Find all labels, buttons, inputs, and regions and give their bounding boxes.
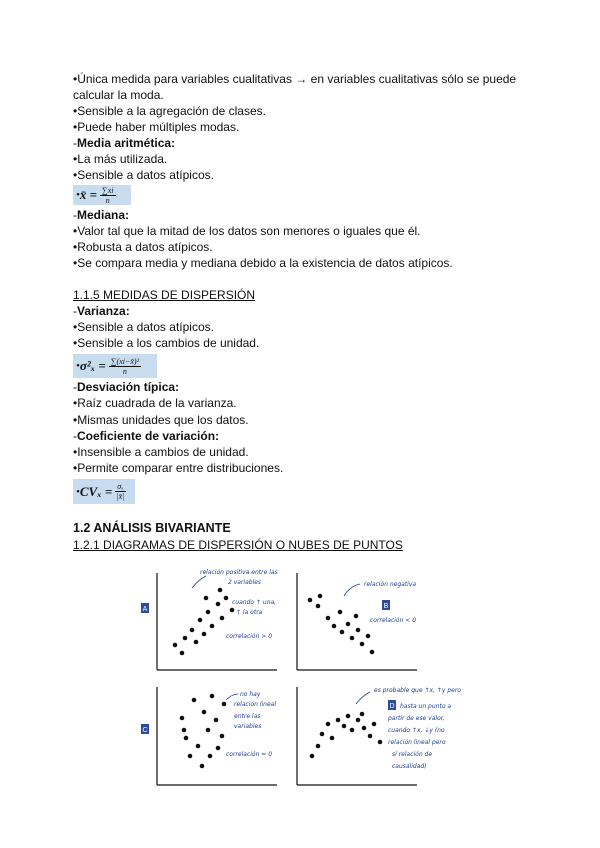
formula-lhs: x̄ = xyxy=(79,187,98,202)
cv-formula xyxy=(73,479,135,504)
plot-d-note: relación lineal pero xyxy=(388,739,446,746)
annotation-arrow xyxy=(344,584,360,596)
heading-dash: - xyxy=(73,208,77,222)
data-point xyxy=(346,714,351,719)
heading-mediana xyxy=(73,208,129,223)
plot-d-points xyxy=(310,712,383,759)
formula-lhs: σ²ₓ = xyxy=(79,358,106,373)
annotation-arrow xyxy=(356,692,370,704)
formula-fraction xyxy=(115,482,125,501)
formula-lhs: CVₓ = xyxy=(79,483,113,499)
formula-numerator: σₓ xyxy=(117,482,124,491)
data-point xyxy=(330,736,335,741)
plot-d-note: sí relación de xyxy=(392,751,433,758)
text-line: •Única medida para variables cualitativas → en variables cualitativas sólo se puede xyxy=(73,72,517,86)
data-point xyxy=(326,616,331,621)
formula-denominator: n xyxy=(105,195,110,205)
data-point xyxy=(378,740,383,745)
plot-c-tag-label: C xyxy=(142,727,148,734)
plot-d-note: hasta un punto a xyxy=(400,703,452,710)
formula-bullet: • xyxy=(76,485,80,498)
annotation-arrow xyxy=(192,576,206,588)
plot-c-note: no hay xyxy=(240,691,261,698)
section-title: 1.1.5 MEDIDAS DE DISPERSIÓN xyxy=(73,288,256,302)
data-point xyxy=(194,640,199,645)
text-line: •Sensible a datos atípicos. xyxy=(73,320,214,334)
data-point xyxy=(196,744,201,749)
data-point xyxy=(180,651,185,656)
formula-fraction xyxy=(100,186,115,205)
formula-denominator: |x̄| xyxy=(116,492,125,501)
plot-b-points xyxy=(308,594,375,655)
text-line: •Puede haber múltiples modas. xyxy=(73,120,240,134)
plot-d-note: cuando ↑x, ↓y (no xyxy=(388,727,445,734)
plot-d-note: partir de ese valor, xyxy=(388,715,445,722)
plot-a-note: cuando ↑ una, xyxy=(232,599,277,606)
data-point xyxy=(360,712,365,717)
data-point xyxy=(338,610,343,615)
data-point xyxy=(368,734,373,739)
text-line: •Sensible a los cambios de unidad. xyxy=(73,336,260,350)
data-point xyxy=(208,754,213,759)
formula-fraction xyxy=(109,357,141,376)
data-point xyxy=(198,618,203,623)
plot-a-tag-label: A xyxy=(142,606,148,613)
formula-denominator: n xyxy=(122,366,127,376)
plot-d-note: causalidad) xyxy=(392,763,427,770)
data-point xyxy=(336,718,341,723)
data-point xyxy=(206,610,211,615)
text-line: calcular la moda. xyxy=(73,88,164,102)
plot-c-note: relación lineal xyxy=(234,701,277,708)
text-line: •Mismas unidades que los datos. xyxy=(73,413,249,427)
data-point xyxy=(188,754,193,759)
data-point xyxy=(180,716,185,721)
plot-b xyxy=(297,573,417,670)
data-point xyxy=(340,630,345,635)
data-point xyxy=(222,702,227,707)
section-title: 1.2 ANÁLISIS BIVARIANTE xyxy=(73,521,231,535)
text-line: •Insensible a cambios de unidad. xyxy=(73,445,249,459)
data-point xyxy=(216,602,221,607)
heading-text: Varianza: xyxy=(77,304,130,318)
data-point xyxy=(173,643,178,648)
plot-d-tag-label: D xyxy=(389,703,395,710)
plot-c-points xyxy=(180,694,227,769)
data-point xyxy=(200,764,205,769)
plot-b-tag-label: B xyxy=(383,603,389,610)
data-point xyxy=(224,596,229,601)
data-point xyxy=(350,728,355,733)
data-point xyxy=(184,736,189,741)
heading-varianza xyxy=(73,304,130,319)
text-line: •Raíz cuadrada de la varianza. xyxy=(73,396,237,410)
heading-text: Media aritmética: xyxy=(77,136,176,150)
formula-numerator: ∑xi xyxy=(102,185,114,195)
plot-d xyxy=(297,687,461,785)
variance-formula xyxy=(73,354,157,378)
annotation-arrow xyxy=(226,694,238,700)
data-point xyxy=(342,724,347,729)
heading-coeficiente xyxy=(73,429,219,444)
data-point xyxy=(192,698,197,703)
heading-text: Desviación típica: xyxy=(77,380,180,394)
plot-a-points xyxy=(173,588,235,656)
heading-dash: - xyxy=(73,136,77,150)
data-point xyxy=(202,632,207,637)
text-line: •Robusta a datos atípicos. xyxy=(73,240,213,254)
text-line: •Sensible a datos atípicos. xyxy=(73,168,214,182)
data-point xyxy=(346,622,351,627)
data-point xyxy=(218,588,223,593)
heading-media xyxy=(73,136,175,151)
data-point xyxy=(332,624,337,629)
plot-a-note: ↑ la otra xyxy=(236,609,263,616)
data-point xyxy=(318,594,323,599)
text-line: •La más utilizada. xyxy=(73,152,168,166)
data-point xyxy=(326,722,331,727)
data-point xyxy=(350,636,355,641)
data-point xyxy=(356,718,361,723)
heading-desviacion xyxy=(73,380,179,395)
section-subtitle: 1.2.1 DIAGRAMAS DE DISPERSIÓN O NUBES DE PUNTOS xyxy=(73,538,403,552)
data-point xyxy=(214,718,219,723)
data-point xyxy=(210,624,215,629)
plot-b-note: relación negativa xyxy=(364,581,417,588)
data-point xyxy=(220,734,225,739)
plot-c-note: correlación = 0 xyxy=(226,751,273,758)
plot-c-note: entre las xyxy=(234,713,261,720)
data-point xyxy=(320,732,325,737)
heading-text: Mediana: xyxy=(77,208,130,222)
heading-dash: - xyxy=(73,429,77,443)
data-point xyxy=(220,616,225,621)
heading-dash: - xyxy=(73,304,77,318)
plot-b-note: correlación < 0 xyxy=(370,617,417,624)
text-line: •Valor tal que la mitad de los datos son menores o iguales que él. xyxy=(73,224,421,238)
data-point xyxy=(183,636,188,641)
formula-bullet: • xyxy=(76,360,80,372)
scatter-plots-figure xyxy=(130,560,520,792)
text-line: •Permite comparar entre distribuciones. xyxy=(73,461,284,475)
data-point xyxy=(316,744,321,749)
plot-a-note: correlación > 0 xyxy=(226,633,273,640)
data-point xyxy=(370,650,375,655)
data-point xyxy=(310,754,315,759)
plot-a xyxy=(141,569,278,670)
data-point xyxy=(360,642,365,647)
formula-numerator: ∑(xi−x̄)² xyxy=(110,356,139,366)
plot-c xyxy=(141,687,277,785)
plot-a-note: relación positiva entre las xyxy=(200,569,278,576)
mean-formula xyxy=(73,185,131,205)
heading-text: Coeficiente de variación: xyxy=(77,429,220,443)
data-point xyxy=(316,604,321,609)
data-point xyxy=(210,694,215,699)
data-point xyxy=(182,728,187,733)
data-point xyxy=(366,634,371,639)
data-point xyxy=(216,746,221,751)
plot-a-note: 2 variables xyxy=(228,579,262,586)
data-point xyxy=(308,598,313,603)
text-line: •Se compara media y mediana debido a la existencia de datos atípicos. xyxy=(73,256,453,270)
plot-d-note: es probable que ↑x, ↑y pero xyxy=(374,687,461,694)
data-point xyxy=(202,710,207,715)
data-point xyxy=(354,614,359,619)
data-point xyxy=(204,596,209,601)
formula-bullet: • xyxy=(76,189,80,201)
data-point xyxy=(190,628,195,633)
data-point xyxy=(362,726,367,731)
plot-c-note: variables xyxy=(234,723,262,730)
data-point xyxy=(230,608,235,613)
heading-dash: - xyxy=(73,380,77,394)
data-point xyxy=(206,728,211,733)
data-point xyxy=(356,628,361,633)
data-point xyxy=(372,722,377,727)
text-line: •Sensible a la agregación de clases. xyxy=(73,104,266,118)
